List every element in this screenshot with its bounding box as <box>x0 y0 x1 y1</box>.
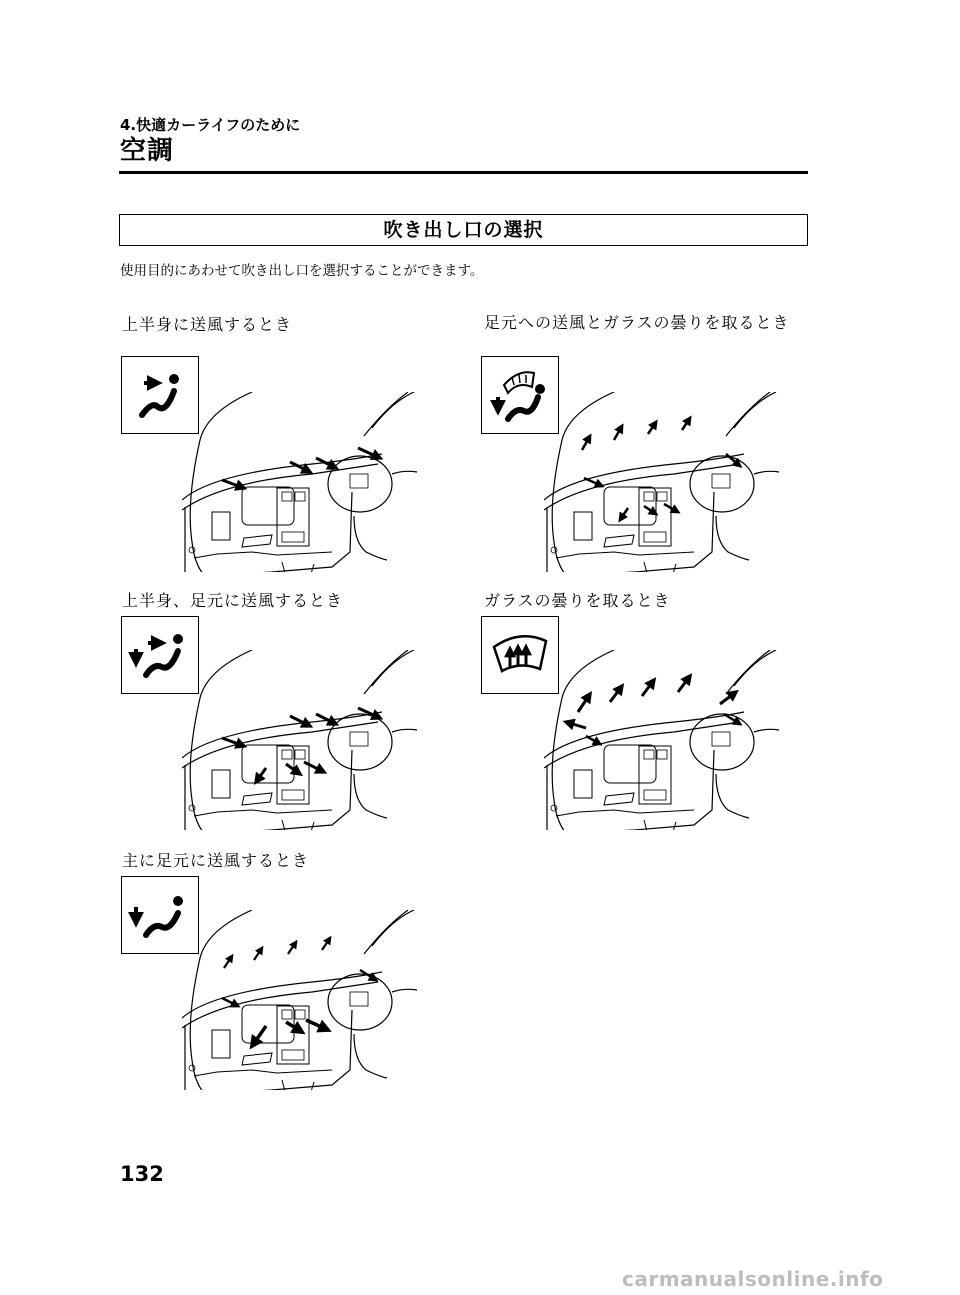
dashboard-illustration-floor-defrost <box>544 392 784 572</box>
dashboard-illustration-defrost <box>544 650 784 830</box>
mode-caption-defrost: ガラスの曇りを取るとき <box>484 591 671 610</box>
mode-caption-bi-level: 上半身、足元に送風するとき <box>122 591 344 610</box>
mode-caption-floor-defrost: 足元への送風とガラスの曇りを取るとき <box>484 313 790 332</box>
mode-caption-face: 上半身に送風するとき <box>122 315 293 334</box>
page-number: 132 <box>120 1162 164 1186</box>
section-heading: 吹き出し口の選択 <box>119 214 808 246</box>
watermark: carmanualsonline.info <box>622 1267 884 1291</box>
page-title: 空調 <box>120 136 175 166</box>
title-divider <box>119 171 808 174</box>
dashboard-illustration-face <box>182 392 422 572</box>
breadcrumb: 4.快適カーライフのために <box>120 116 301 134</box>
section-intro: 使用目的にあわせて吹き出し口を選択することができます。 <box>120 263 484 279</box>
dashboard-illustration-floor <box>182 910 422 1090</box>
mode-caption-floor: 主に足元に送風するとき <box>122 851 310 870</box>
dashboard-illustration-bi-level <box>182 650 422 830</box>
